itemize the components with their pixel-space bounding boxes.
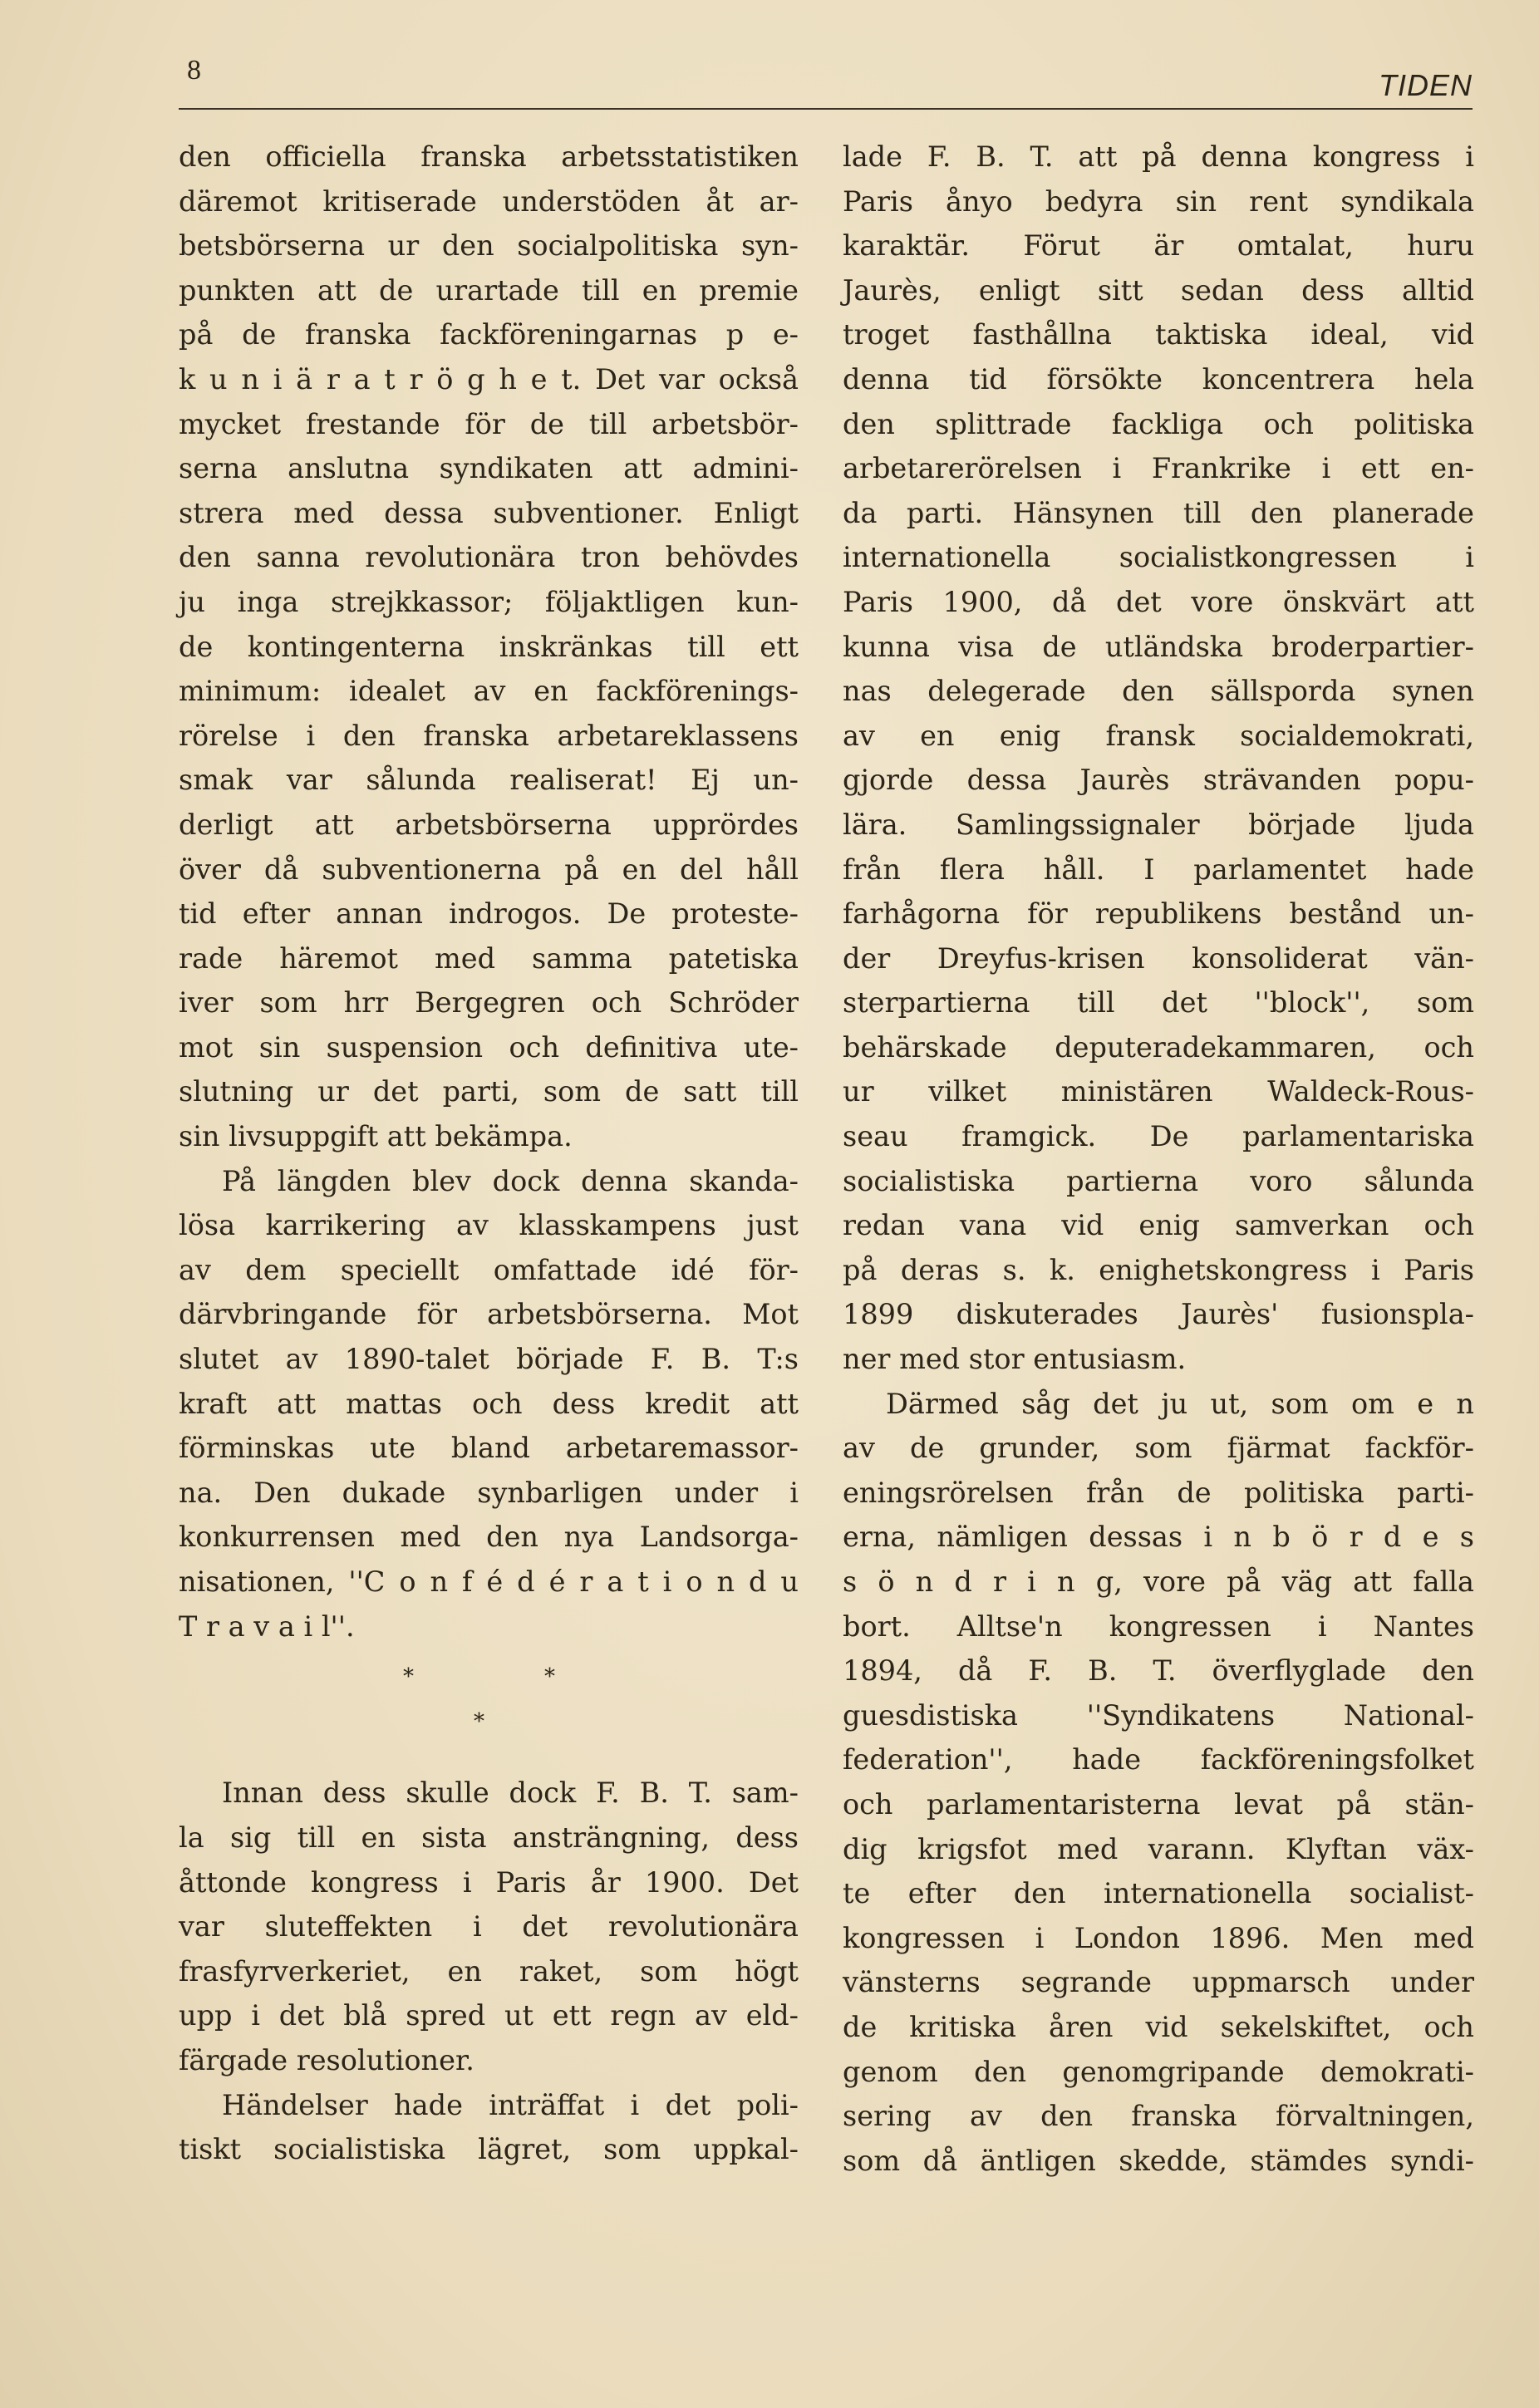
text-line: var sluteffekten i det revolutionära <box>179 1910 799 1944</box>
text-line: från flera håll. I parlamentet hade <box>843 853 1474 886</box>
text-line: smak var sålunda realiserat! Ej un- <box>179 764 799 797</box>
text-line: iver som hrr Bergegren och Schröder <box>179 986 799 1020</box>
text-line: slutning ur det parti, som de satt till <box>179 1075 799 1108</box>
text-line: punkten att de urartade till en premie <box>179 273 799 307</box>
right-column <box>843 135 1474 2183</box>
paragraph <box>843 1382 1474 2184</box>
text-line: redan vana vid enig samverkan och <box>843 1209 1474 1242</box>
text-line: rade häremot med samma patetiska <box>179 941 799 975</box>
section-divider <box>179 1649 799 1693</box>
text-line: bort. Alltse'n kongressen i Nantes <box>843 1609 1474 1643</box>
text-line: seau framgick. De parlamentariska <box>843 1120 1474 1153</box>
text-line: kongressen i London 1896. Men med <box>843 1921 1474 1954</box>
text-line: nisationen, ''C o n f é d é r a t i o n d u <box>179 1565 799 1598</box>
text-line: behärskade deputeradekammaren, och <box>843 1030 1474 1064</box>
paragraph <box>179 1771 799 2082</box>
text-line: färgade resolutioner. <box>179 2043 474 2076</box>
text-line: karaktär. Förut är omtalat, huru <box>843 229 1474 263</box>
text-line: Händelser hade inträffat i det poli- <box>222 2088 799 2121</box>
text-line: sin livsuppgift att bekämpa. <box>179 1120 573 1153</box>
text-line: betsbörserna ur den socialpolitiska syn- <box>179 229 799 263</box>
text-line: som då äntligen skedde, stämdes syndi- <box>843 2144 1474 2177</box>
text-line: tiskt socialistiska lägret, som uppkal- <box>179 2133 799 2166</box>
asterisk: * <box>474 1708 484 1734</box>
text-line: åttonde kongress i Paris år 1900. Det <box>179 1865 799 1899</box>
text-line: farhågorna för republikens bestånd un- <box>843 897 1474 931</box>
text-line: ju inga strejkkassor; följaktligen kun- <box>179 585 799 618</box>
text-line: genom den genomgripande demokrati- <box>843 2055 1474 2088</box>
section-divider <box>179 1693 799 1738</box>
text-line: kraft att mattas och dess kredit att <box>179 1387 799 1420</box>
text-line: na. Den dukade synbarligen under i <box>179 1476 799 1509</box>
text-line: kunna visa de utländska broderpartier- <box>843 630 1474 663</box>
text-line: rörelse i den franska arbetareklassens <box>179 719 799 752</box>
text-line: av de grunder, som fjärmat fackför- <box>843 1432 1474 1465</box>
text-line: arbetarerörelsen i Frankrike i ett en- <box>843 452 1474 485</box>
text-line: erna, nämligen dessas i n b ö r d e s <box>843 1521 1474 1554</box>
journal-title: TIDEN <box>1379 68 1473 102</box>
text-line: den splittrade fackliga och politiska <box>843 407 1474 440</box>
text-line: gjorde dessa Jaurès strävanden popu- <box>843 764 1474 797</box>
text-line: av dem speciellt omfattade idé för- <box>179 1253 799 1286</box>
text-line: internationella socialistkongressen i <box>843 541 1474 574</box>
text-line: da parti. Hänsynen till den planerade <box>843 496 1474 529</box>
text-line: Paris 1900, då det vore önskvärt att <box>843 585 1474 618</box>
asterisk: * <box>403 1664 414 1690</box>
text-line: slutet av 1890-talet började F. B. T:s <box>179 1343 799 1376</box>
text-line: derligt att arbetsbörserna upprördes <box>179 808 799 841</box>
text-line: Jaurès, enligt sitt sedan dess alltid <box>843 273 1474 307</box>
text-line: strera med dessa subventioner. Enligt <box>179 496 799 529</box>
text-line: troget fasthållna taktiska ideal, vid <box>843 318 1474 351</box>
text-line: Därmed såg det ju ut, som om e n <box>886 1387 1474 1420</box>
text-line: lade F. B. T. att på denna kongress i <box>843 140 1474 173</box>
text-line: de kritiska åren vid sekelskiftet, och <box>843 2010 1474 2043</box>
text-line: ur vilket ministären Waldeck-Rous- <box>843 1075 1474 1108</box>
text-line: la sig till en sista ansträngning, dess <box>179 1821 799 1854</box>
asterisk: * <box>544 1664 555 1690</box>
text-line: mycket frestande för de till arbetsbör- <box>179 407 799 440</box>
text-line: minimum: idealet av en fackförenings- <box>179 675 799 708</box>
text-line: På längden blev dock denna skanda- <box>222 1164 799 1197</box>
text-line: serna anslutna syndikaten att admini- <box>179 452 799 485</box>
text-line: upp i det blå spred ut ett regn av eld- <box>179 1999 799 2032</box>
header-rule <box>179 108 1473 110</box>
paragraph <box>179 2083 799 2172</box>
text-line: guesdistiska ''Syndikatens National- <box>843 1698 1474 1732</box>
text-line: T r a v a i l''. <box>179 1609 355 1643</box>
text-line: Innan dess skulle dock F. B. T. sam- <box>222 1777 799 1810</box>
text-line: däremot kritiserade understöden åt ar- <box>179 184 799 218</box>
text-line: lära. Samlingssignaler började ljuda <box>843 808 1474 841</box>
text-line: de kontingenterna inskränkas till ett <box>179 630 799 663</box>
text-line: den sanna revolutionära tron behövdes <box>179 541 799 574</box>
text-line: förminskas ute bland arbetaremassor- <box>179 1432 799 1465</box>
text-line: dig krigsfot med varann. Klyftan väx- <box>843 1832 1474 1865</box>
text-line: k u n i ä r a t r ö g h e t. Det var också <box>179 362 799 396</box>
text-line: der Dreyfus-krisen konsoliderat vän- <box>843 941 1474 975</box>
text-line: sterpartierna till det ''block'', som <box>843 986 1474 1020</box>
text-line: på de franska fackföreningarnas p e- <box>179 318 799 351</box>
text-line: mot sin suspension och definitiva ute- <box>179 1030 799 1064</box>
text-line: och parlamentaristerna levat på stän- <box>843 1787 1474 1821</box>
text-line: nas delegerade den sällsporda synen <box>843 675 1474 708</box>
text-line: därvbringande för arbetsbörserna. Mot <box>179 1298 799 1331</box>
text-line: tid efter annan indrogos. De proteste- <box>179 897 799 931</box>
page-number: 8 <box>187 55 201 86</box>
text-line: över då subventionerna på en del håll <box>179 853 799 886</box>
text-line: s ö n d r i n g, vore på väg att falla <box>843 1565 1474 1598</box>
text-line: 1894, då F. B. T. överflyglade den <box>843 1654 1474 1688</box>
page-header <box>179 50 1473 108</box>
paragraph <box>179 135 799 1159</box>
text-line: ner med stor entusiasm. <box>843 1343 1187 1376</box>
text-line: Paris ånyo bedyra sin rent syndikala <box>843 184 1474 218</box>
paragraph <box>843 135 1474 1382</box>
text-line: 1899 diskuterades Jaurès' fusionspla- <box>843 1298 1474 1331</box>
text-line: frasfyrverkeriet, en raket, som högt <box>179 1954 799 1988</box>
text-line: socialistiska partierna voro sålunda <box>843 1164 1474 1197</box>
text-line: denna tid försökte koncentrera hela <box>843 362 1474 396</box>
left-column <box>179 135 799 2172</box>
text-line: eningsrörelsen från de politiska parti- <box>843 1476 1474 1509</box>
text-line: te efter den internationella socialist- <box>843 1877 1474 1910</box>
text-line: sering av den franska förvaltningen, <box>843 2100 1474 2133</box>
paragraph <box>179 1159 799 1649</box>
text-line: vänsterns segrande uppmarsch under <box>843 1966 1474 1999</box>
text-line: konkurrensen med den nya Landsorga- <box>179 1521 799 1554</box>
text-line: av en enig fransk socialdemokrati, <box>843 719 1474 752</box>
text-line: federation'', hade fackföreningsfolket <box>843 1743 1474 1777</box>
text-line: den officiella franska arbetsstatistiken <box>179 140 799 173</box>
text-line: på deras s. k. enighetskongress i Paris <box>843 1253 1474 1286</box>
text-line: lösa karrikering av klasskampens just <box>179 1209 799 1242</box>
